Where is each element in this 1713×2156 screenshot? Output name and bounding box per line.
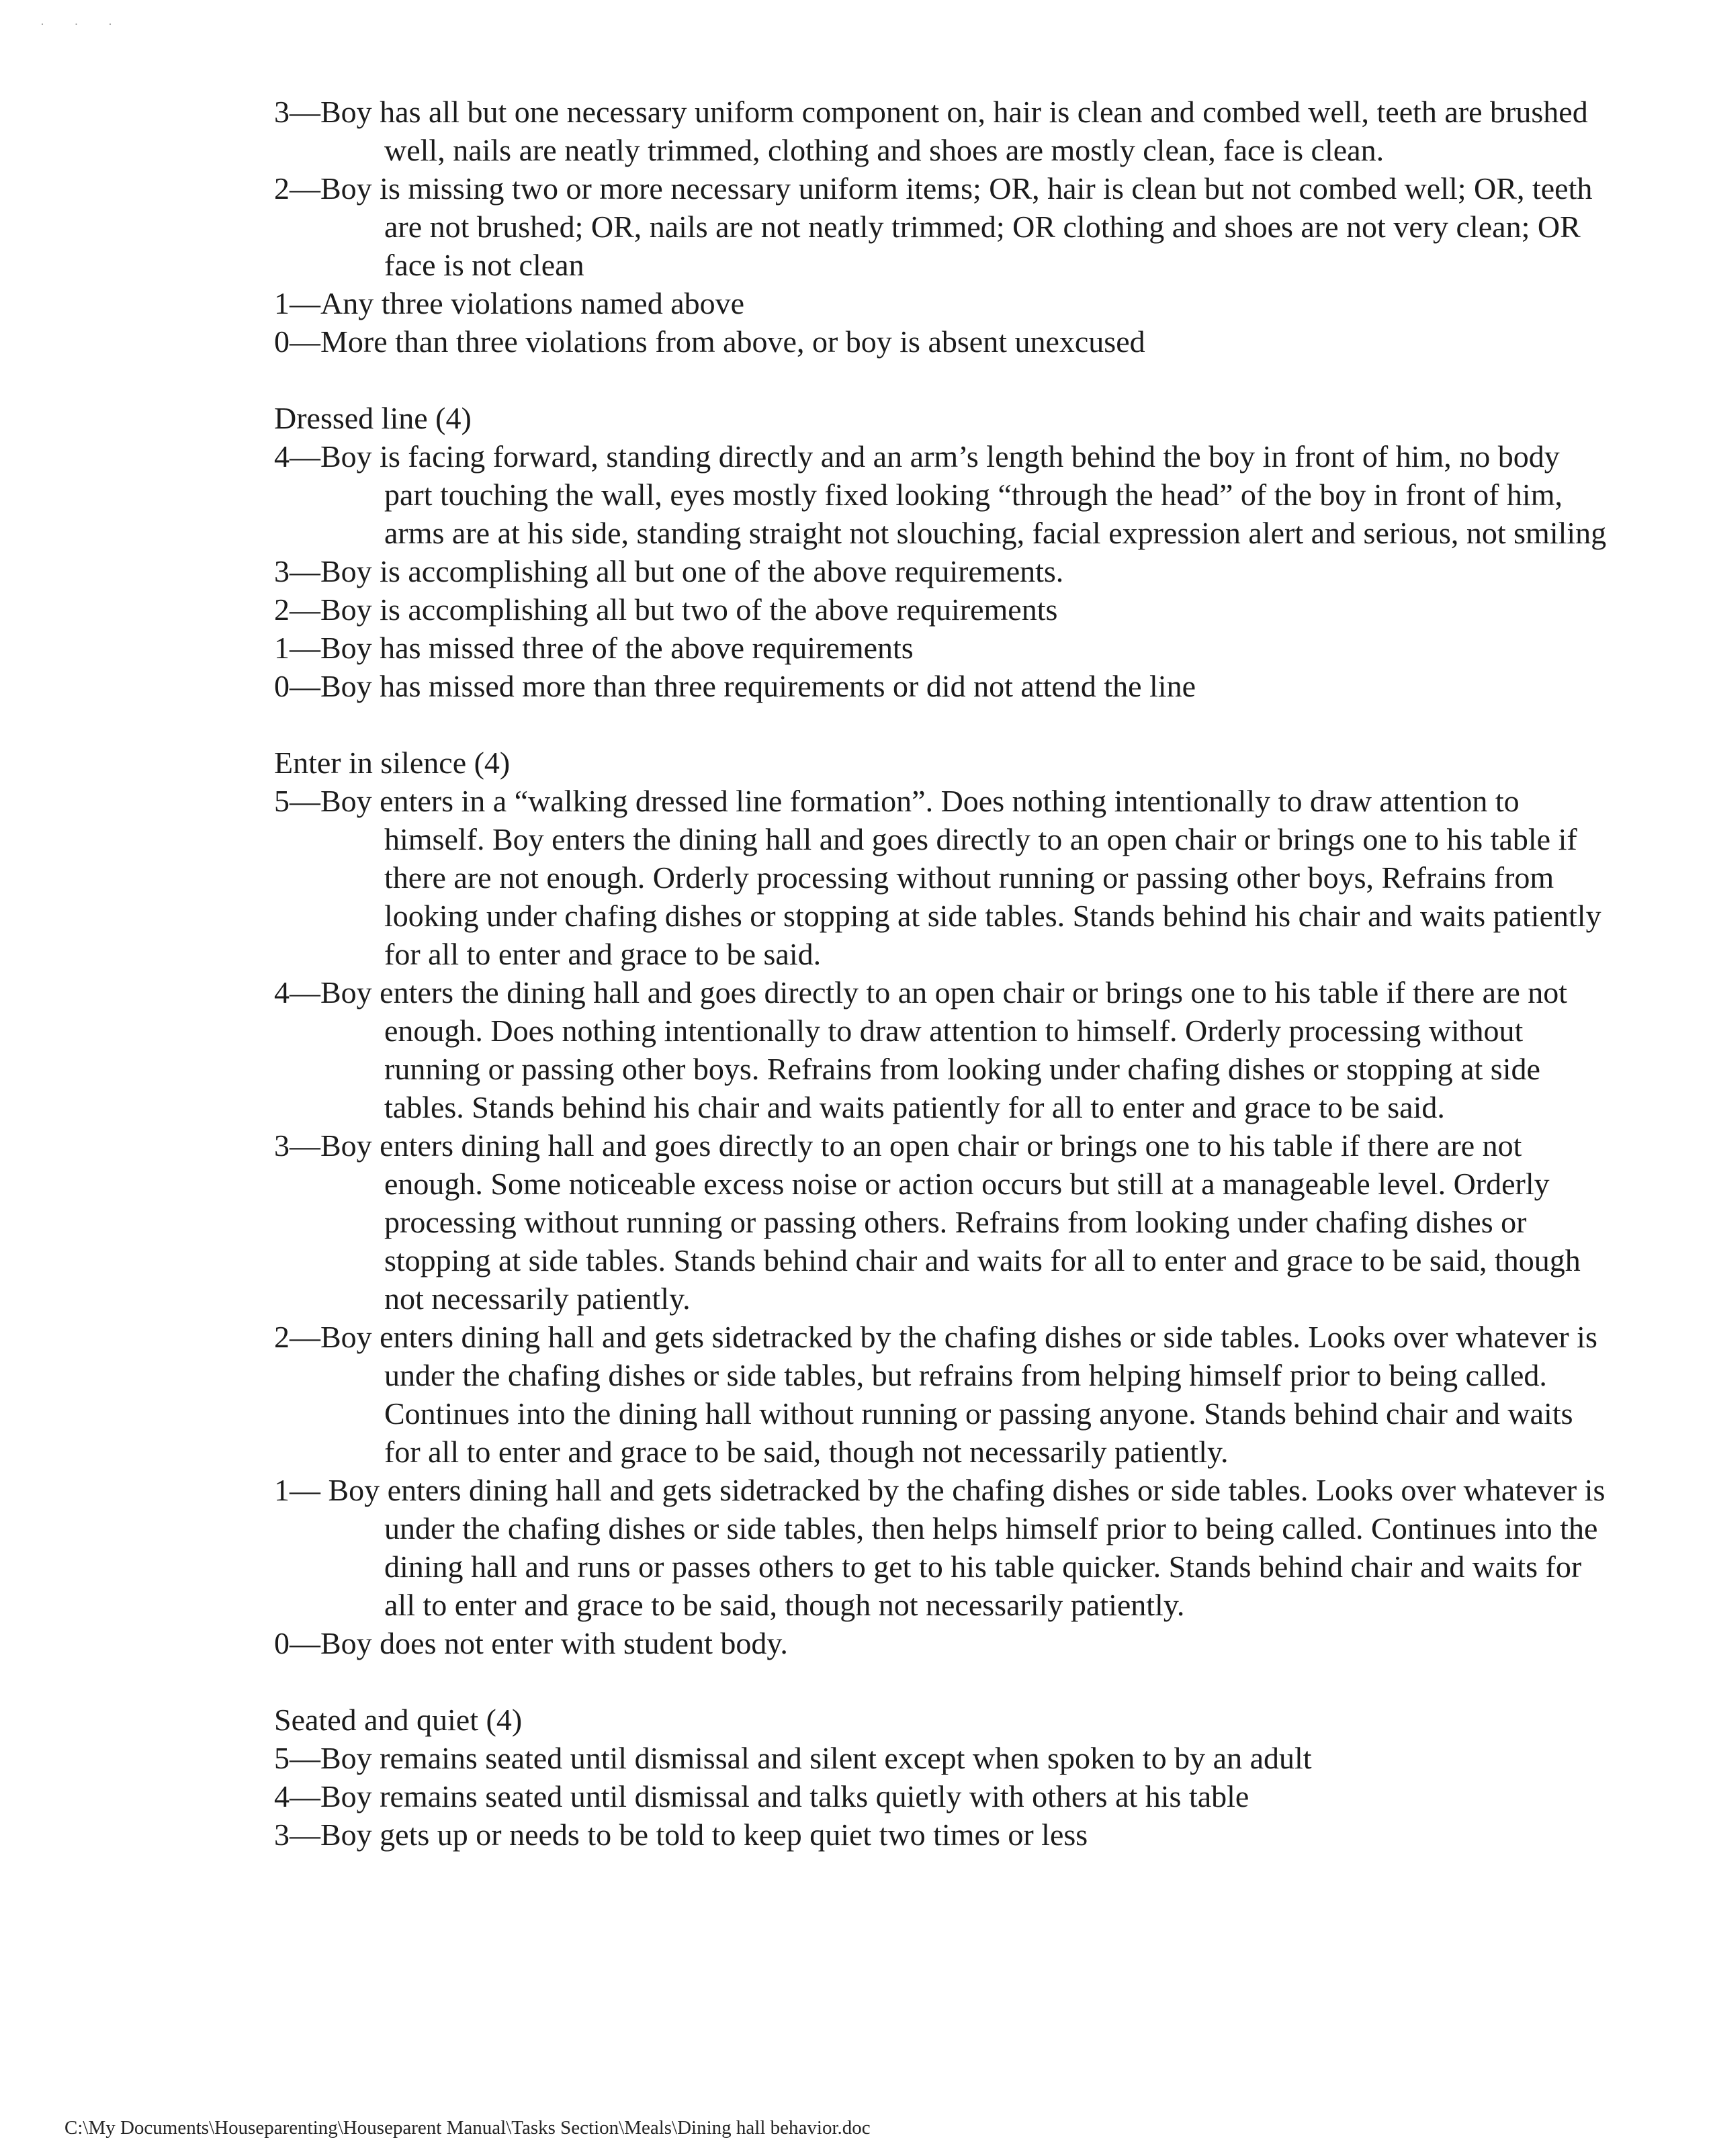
section-heading: Enter in silence (4) xyxy=(274,746,511,780)
rubric-item: 2—Boy enters dining hall and gets sidetracked by the chafing dishes or side tables. Looks over whatever is under the chafing dishes or side tables, but refrains from helping himself prior to being called. Continues into the dining hall without running or passing anyone. Stands behind chair and waits for all to enter and grace to be said, though not necessarily patiently. xyxy=(274,1320,1597,1469)
rubric-item: 4—Boy enters the dining hall and goes directly to an open chair or brings one to his table if there are not enough. Does nothing intentionally to draw attention to himself. Orderly processing without running or passing other boys. Refrains from looking under chafing dishes or stopping at side tables. Stands behind his chair and waits patiently for all to enter and grace to be said. xyxy=(274,975,1568,1124)
section-heading: Dressed line (4) xyxy=(274,401,472,435)
rubric-item: 1—Any three violations named above xyxy=(274,286,745,320)
scan-specks: · · · xyxy=(40,17,126,31)
rubric-item: 0—Boy has missed more than three requirements or did not attend the line xyxy=(274,669,1196,703)
rubric-item: 5—Boy remains seated until dismissal and silent except when spoken to by an adult xyxy=(274,1741,1312,1775)
rubric-item: 2—Boy is accomplishing all but two of the above requirements xyxy=(274,592,1058,627)
file-path-footer: C:\My Documents\Houseparenting\Houseparent Manual\Tasks Section\Meals\Dining hall behavior.doc xyxy=(64,2117,871,2139)
section-seated-and-quiet xyxy=(274,1701,1611,1854)
rubric-item: 3—Boy enters dining hall and goes directly to an open chair or brings one to his table if there are not enough. Some noticeable excess noise or action occurs but still at a manageable level. Orderly processing without running or passing others. Refrains from looking under chafing dishes or stopping at side tables. Stands behind chair and waits for all to enter and grace to be said, though not necessarily patiently. xyxy=(274,1128,1581,1316)
rubric-item: 2—Boy is missing two or more necessary uniform items; OR, hair is clean but not combed well; OR, teeth are not brushed; OR, nails are not neatly trimmed; OR clothing and shoes are not very clean; OR face is not clean xyxy=(274,171,1593,282)
rubric-item: 1— Boy enters dining hall and gets sidetracked by the chafing dishes or side tables. Looks over whatever is under the chafing dishes or side tables, then helps himself prior to being called. Continues into the dining hall and runs or passes others to get to his table quicker. Stands behind chair and waits for all to enter and grace to be said, though not necessarily patiently. xyxy=(274,1473,1606,1622)
rubric-item: 4—Boy remains seated until dismissal and talks quietly with others at his table xyxy=(274,1779,1249,1813)
section-grooming xyxy=(274,93,1611,361)
rubric-item: 3—Boy has all but one necessary uniform component on, hair is clean and combed well, teeth are brushed well, nails are neatly trimmed, clothing and shoes are mostly clean, face is clean. xyxy=(274,95,1588,167)
rubric-item: 0—Boy does not enter with student body. xyxy=(274,1626,788,1660)
rubric-item: 3—Boy is accomplishing all but one of the above requirements. xyxy=(274,554,1064,588)
document-body xyxy=(274,93,1611,1854)
section-heading: Seated and quiet (4) xyxy=(274,1703,523,1737)
rubric-item: 5—Boy enters in a “walking dressed line formation”. Does nothing intentionally to draw attention to himself. Boy enters the dining hall and goes directly to an open chair or brings one to his table if there are not enough. Orderly processing without running or passing other boys, Refrains from looking under chafing dishes or stopping at side tables. Stands behind his chair and waits patiently for all to enter and grace to be said. xyxy=(274,784,1601,971)
rubric-item: 3—Boy gets up or needs to be told to keep quiet two times or less xyxy=(274,1817,1088,1852)
section-enter-in-silence xyxy=(274,744,1611,1662)
rubric-item: 0—More than three violations from above, or boy is absent unexcused xyxy=(274,324,1145,359)
rubric-item: 4—Boy is facing forward, standing directly and an arm’s length behind the boy in front of him, no body part touching the wall, eyes mostly fixed looking “through the head” of the boy in front of him, arms are at his side, standing straight not slouching, facial expression alert and serious, not smiling xyxy=(274,439,1607,550)
section-dressed-line xyxy=(274,399,1611,705)
rubric-item: 1—Boy has missed three of the above requirements xyxy=(274,631,914,665)
